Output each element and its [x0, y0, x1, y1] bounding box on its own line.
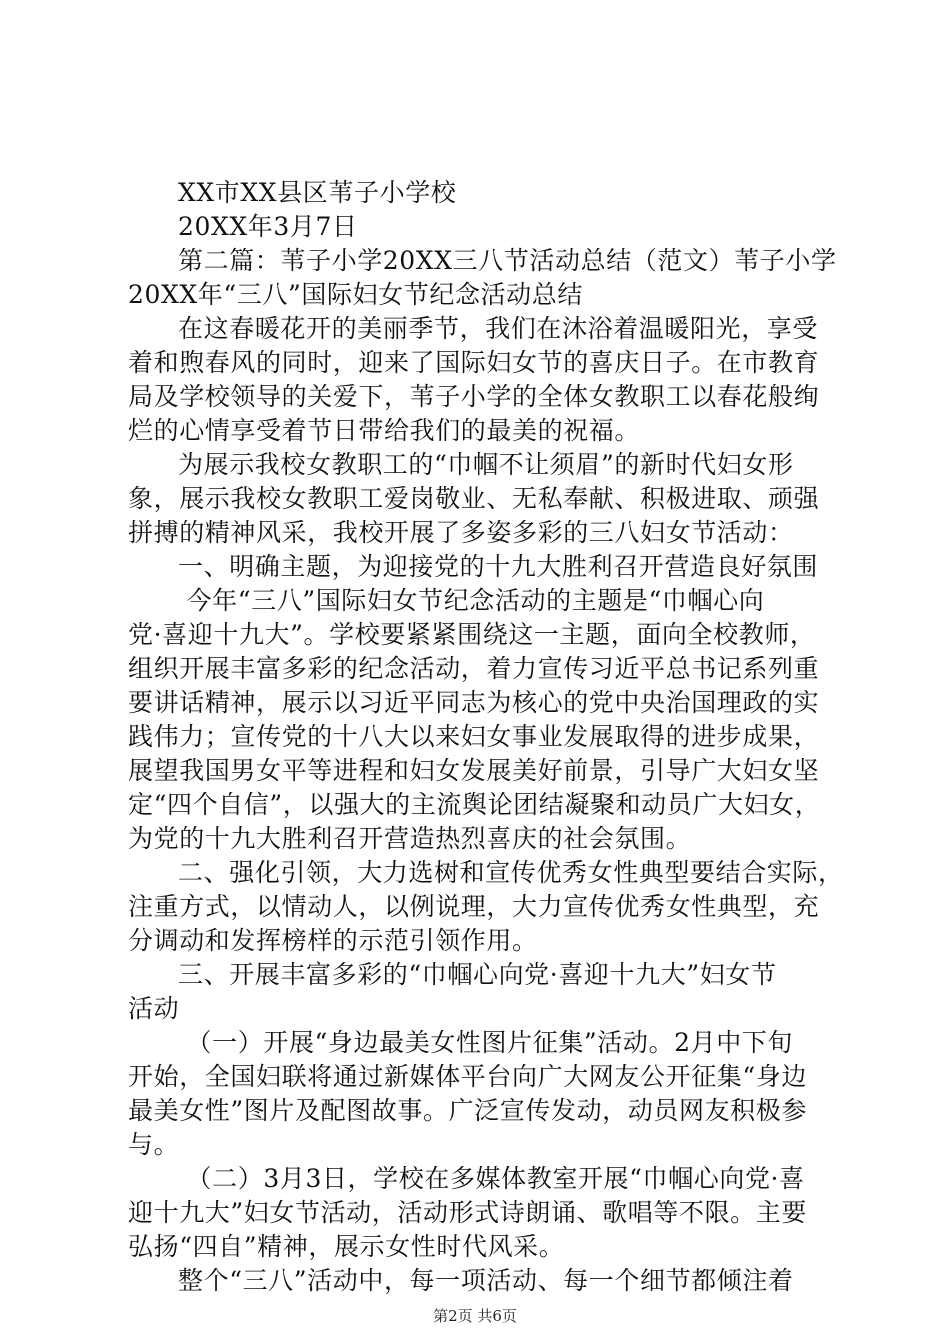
text-line: 烂的心情享受着节日带给我们的最美的祝福。 — [128, 416, 641, 445]
text-line: 象，展示我校女教职工爱岗敬业、无私奉献、积极进取、顽强 — [128, 484, 820, 513]
text-line: XX市XX县区苇子小学校 — [178, 178, 457, 207]
text-line: 局及学校领导的关爱下，苇子小学的全体女教职工以春花般绚 — [128, 382, 820, 411]
text-line: 组织开展丰富多彩的纪念活动，着力宣传习近平总书记系列重 — [128, 654, 820, 683]
text-line: 拼搏的精神风采，我校开展了多姿多彩的三八妇女节活动： — [128, 518, 794, 547]
document-body — [128, 176, 844, 1298]
text-line: 要讲话精神，展示以习近平同志为核心的党中央治国理政的实 — [128, 688, 820, 717]
text-line: 分调动和发挥榜样的示范引领作用。 — [128, 926, 538, 955]
text-line: 注重方式，以情动人，以例说理，大力宣传优秀女性典型，充 — [128, 892, 820, 921]
text-line: 定“四个自信”，以强大的主流舆论团结凝聚和动员广大妇女， — [128, 790, 821, 819]
text-line: 着和煦春风的同时，迎来了国际妇女节的喜庆日子。在市教育 — [128, 348, 820, 377]
text-line: 迎十九大”妇女节活动，活动形式诗朗诵、歌唱等不限。主要 — [128, 1198, 807, 1227]
text-line: 整个“三八”活动中，每一项活动、每一个细节都倾注着 — [178, 1266, 794, 1295]
text-line: 展望我国男女平等进程和妇女发展美好前景，引导广大妇女坚 — [128, 756, 820, 785]
text-line: 与。 — [128, 1130, 180, 1159]
text-line: 第二篇：苇子小学20XX三八节活动总结（范文）苇子小学 — [178, 246, 837, 275]
text-line: 开始，全国妇联将通过新媒体平台向广大网友公开征集“身边 — [128, 1062, 807, 1091]
text-line: 20XX年“三八”国际妇女节纪念活动总结 — [128, 280, 583, 309]
text-line: 20XX年3月7日 — [178, 212, 358, 241]
text-line: 弘扬“四自”精神，展示女性时代风采。 — [128, 1232, 565, 1261]
page-footer — [0, 1305, 950, 1326]
text-line: 最美女性”图片及配图故事。广泛宣传发动，动员网友积极参 — [128, 1096, 807, 1125]
text-line: 为党的十九大胜利召开营造热烈喜庆的社会氛围。 — [128, 824, 692, 853]
text-line: 践伟力；宣传党的十八大以来妇女事业发展取得的进步成果， — [128, 722, 820, 751]
text-line: 二、强化引领，大力选树和宣传优秀女性典型要结合实际， — [178, 858, 844, 887]
text-line: 今年“三八”国际妇女节纪念活动的主题是“巾帼心向 — [178, 586, 765, 615]
text-line: 党·喜迎十九大”。学校要紧紧围绕这一主题，面向全校教师， — [128, 620, 816, 649]
text-line: 三、开展丰富多彩的“巾帼心向党·喜迎十九大”妇女节 — [178, 960, 777, 989]
text-line: 一、明确主题，为迎接党的十九大胜利召开营造良好氛围 — [178, 552, 819, 581]
text-line: （一）开展“身边最美女性图片征集”活动。2月中下旬 — [178, 1028, 794, 1057]
text-line: （二）3月3日，学校在多媒体教室开展“巾帼心向党·喜 — [178, 1164, 805, 1193]
page-number-label: 第2页 共6页 — [433, 1307, 517, 1325]
text-line: 活动 — [128, 994, 180, 1023]
text-line: 在这春暖花开的美丽季节，我们在沐浴着温暖阳光，享受 — [178, 314, 819, 343]
text-line: 为展示我校女教职工的“巾帼不让须眉”的新时代妇女形 — [178, 450, 794, 479]
